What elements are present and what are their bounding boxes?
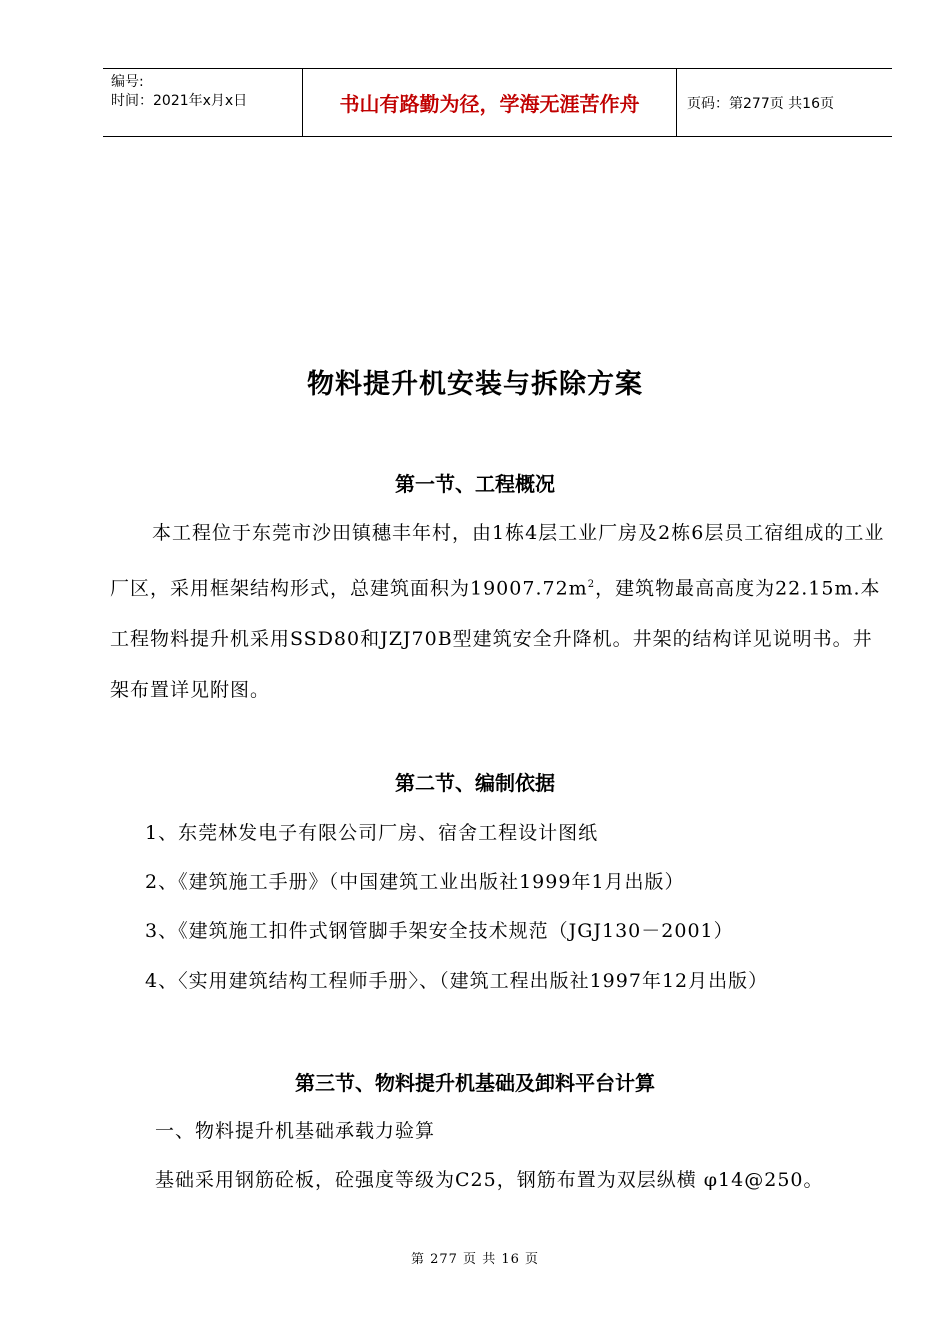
reference-item-3: 3、《建筑施工扣件式钢管脚手架安全技术规范（JGJ130－2001） bbox=[145, 920, 734, 942]
section3-heading: 第三节、物料提升机基础及卸料平台计算 bbox=[295, 1071, 655, 1095]
header-page-cell bbox=[677, 69, 892, 136]
date-label: 时间：2021年x月x日 bbox=[111, 93, 248, 109]
reference-item-1: 1、东莞林发电子有限公司厂房、宿舍工程设计图纸 bbox=[145, 822, 599, 844]
section1-paragraph-text-b: ，建筑物最高高度为22.15m.本工程物料提升机采用SSD80和JZJ70B型建筑安全升降机。井架的结构详见说明书。井架布置详见附图。 bbox=[110, 577, 881, 702]
area-superscript: 2 bbox=[587, 579, 596, 590]
header-meta-cell bbox=[103, 69, 303, 136]
section3-paragraph: 基础采用钢筋砼板，砼强度等级为C25，钢筋布置为双层纵横 φ14@250。 bbox=[155, 1169, 824, 1191]
motto-text: 书山有路勤为径，学海无涯苦作舟 bbox=[339, 92, 640, 116]
section1-paragraph-text-a: 本工程位于东莞市沙田镇穗丰年村，由1栋4层工业厂房及2栋6层员工宿组成的工业厂区，采用框架结构形式，总建筑面积为19007.72m bbox=[110, 522, 885, 600]
section2-heading: 第二节、编制依据 bbox=[395, 771, 555, 795]
reference-item-4: 4、〈实用建筑结构工程师手册〉、（建筑工程出版社1997年12月出版） bbox=[145, 970, 769, 992]
page-footer: 第 277 页 共 16 页 bbox=[410, 1252, 540, 1267]
reference-item-2: 2、《建筑施工手册》（中国建筑工业出版社1999年1月出版） bbox=[145, 871, 685, 893]
number-label: 编号: bbox=[111, 74, 144, 90]
section3-subheading: 一、物料提升机基础承载力验算 bbox=[155, 1120, 436, 1142]
section1-heading: 第一节、工程概况 bbox=[395, 472, 555, 496]
header-motto-cell bbox=[303, 69, 677, 136]
section1-paragraph bbox=[110, 508, 890, 716]
page-label: 页码：第277页 共16页 bbox=[687, 95, 834, 112]
header-table bbox=[103, 68, 892, 137]
document-title: 物料提升机安装与拆除方案 bbox=[307, 369, 643, 400]
